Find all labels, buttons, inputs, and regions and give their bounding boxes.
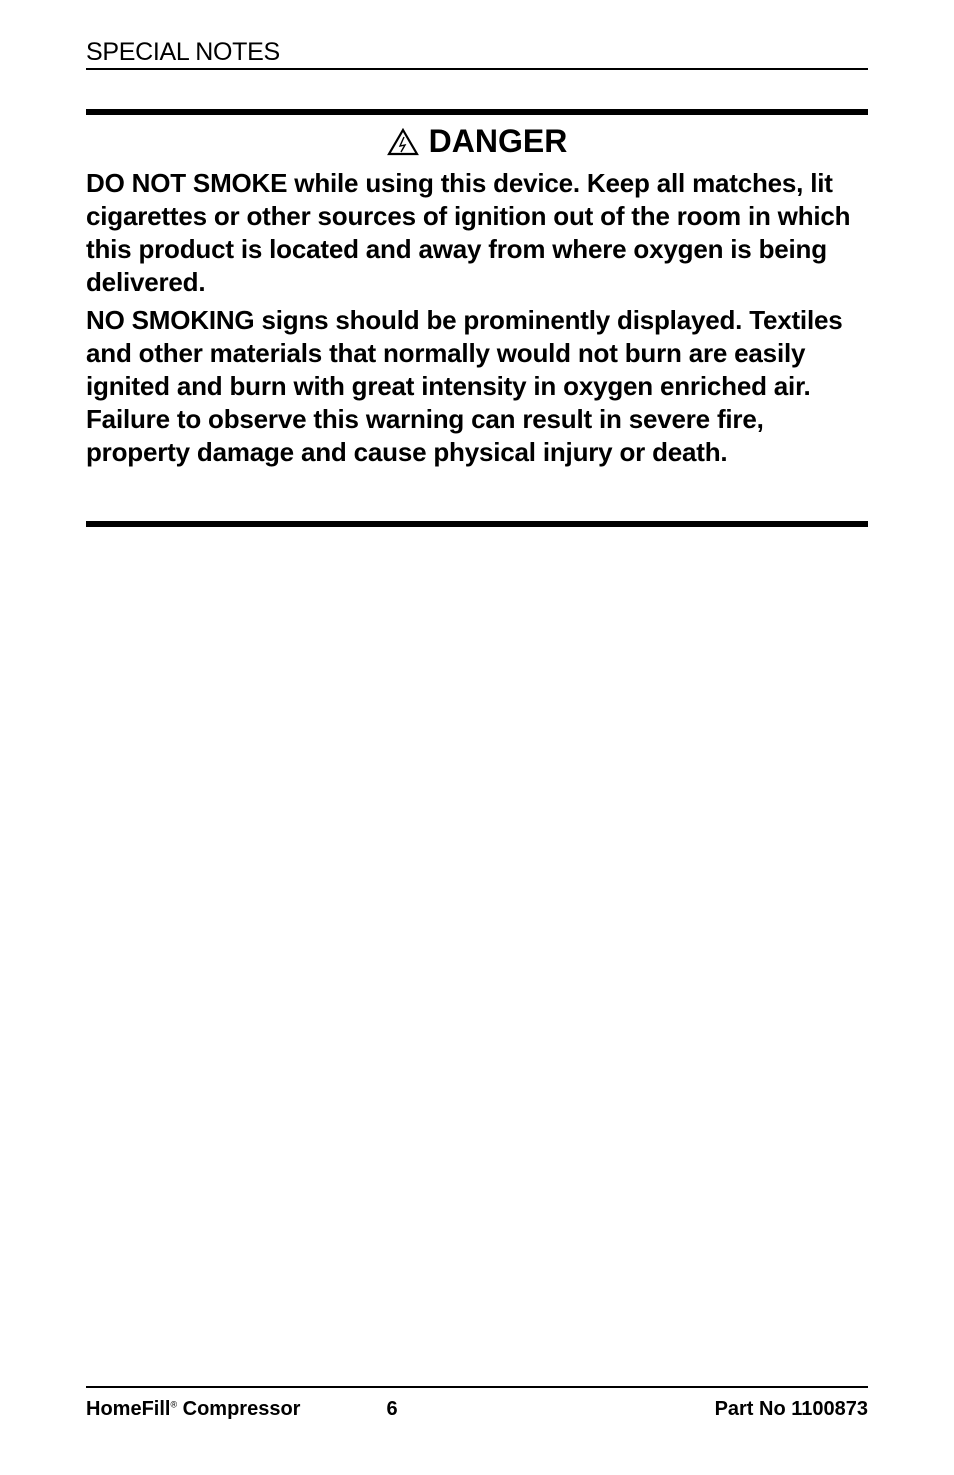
danger-paragraph-1-text: while using this device. Keep all matches, lit cigarettes or other sources of ignition out of the room in which this product is located and away from where oxygen is being delivered.	[86, 168, 851, 297]
footer-page-number: 6	[386, 1398, 398, 1420]
danger-paragraph-1	[86, 167, 868, 299]
danger-bottom-rule	[86, 521, 868, 527]
footer-part-number: Part No 1100873	[714, 1398, 868, 1420]
danger-paragraph-2-text: signs should be prominently displayed. Textiles and other materials that normally would not burn are easily ignited and burn with great intensity in oxygen enriched air. Failure to observe this warning can result in severe fire, property damage and cause physical injury or death.	[86, 305, 843, 467]
danger-body	[86, 167, 868, 474]
page-footer	[86, 1386, 868, 1428]
danger-paragraph-1-lead: DO NOT SMOKE	[86, 168, 288, 198]
danger-notice	[86, 109, 868, 529]
section-header	[86, 36, 868, 70]
danger-paragraph-2	[86, 304, 868, 469]
danger-paragraph-2-lead: NO SMOKING	[86, 305, 255, 335]
registered-mark: ®	[170, 1399, 178, 1410]
danger-top-rule	[86, 109, 868, 115]
danger-heading	[86, 123, 868, 160]
footer-product-name: HomeFill® Compressor	[86, 1398, 301, 1420]
danger-title: DANGER	[428, 123, 568, 159]
warning-triangle-icon	[387, 128, 419, 156]
section-title: SPECIAL NOTES	[86, 38, 280, 66]
